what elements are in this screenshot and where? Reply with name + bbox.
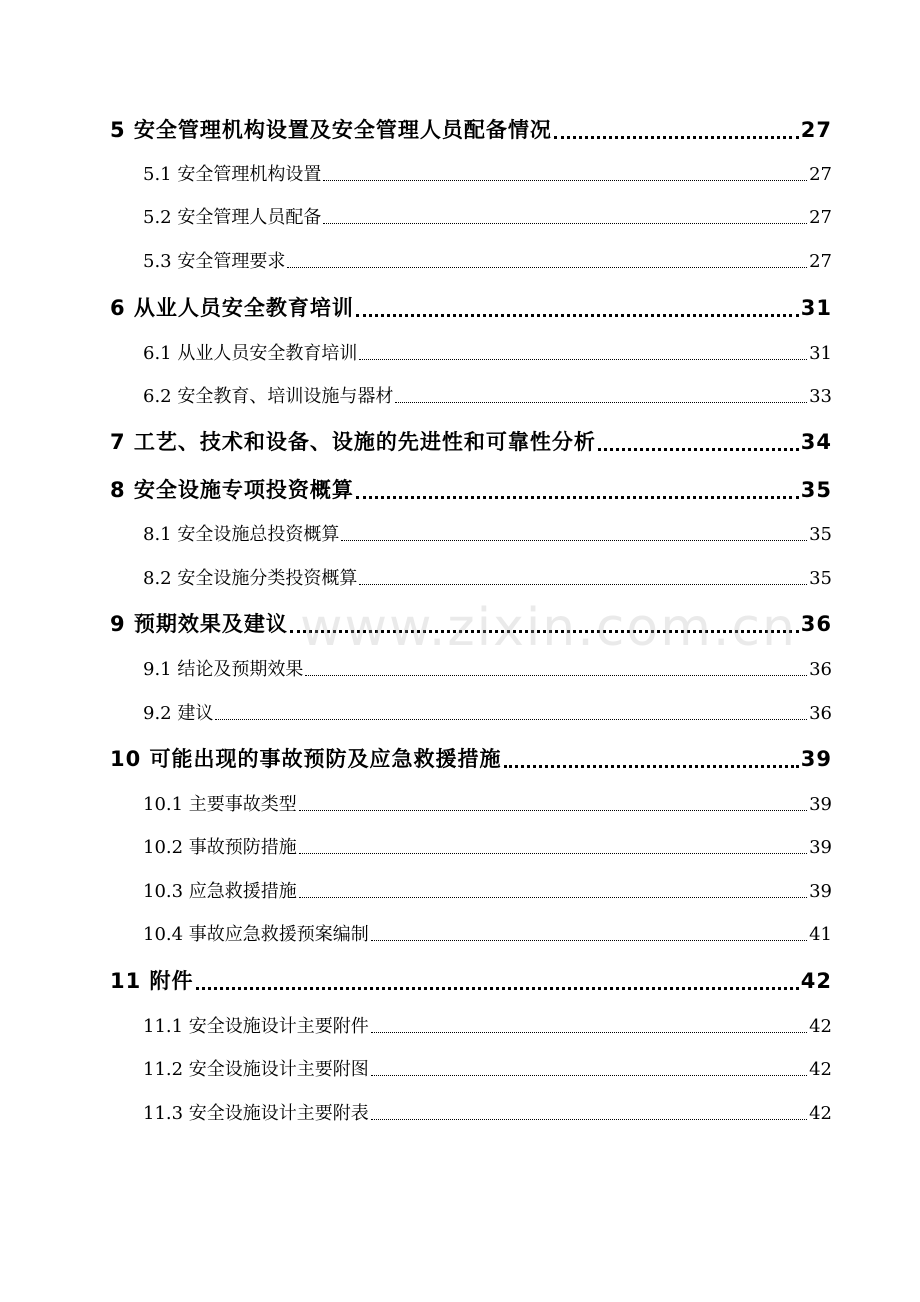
toc-entry-10-4[interactable] — [143, 920, 832, 946]
toc-entry-page: 42 — [800, 969, 832, 993]
toc-entry-page: 35 — [809, 568, 832, 589]
toc-entry-page: 27 — [809, 164, 832, 185]
toc-entry-10-2[interactable] — [143, 833, 832, 859]
toc-entry-title: 5.2 安全管理人员配备 — [143, 207, 322, 228]
dot-leader — [359, 584, 807, 585]
toc-entry-page: 42 — [809, 1103, 832, 1124]
toc-entry-page: 36 — [809, 659, 832, 680]
toc-entry-title: 6 从业人员安全教育培训 — [110, 296, 354, 320]
toc-entry-11-3[interactable] — [143, 1099, 832, 1125]
toc-entry-5[interactable] — [110, 114, 832, 144]
dot-leader — [196, 987, 799, 990]
dot-leader — [287, 267, 807, 268]
dot-leader — [299, 853, 807, 854]
toc-entry-title: 5 安全管理机构设置及安全管理人员配备情况 — [110, 118, 552, 142]
toc-entry-title: 10.2 事故预防措施 — [143, 837, 297, 858]
toc-entry-11-2[interactable] — [143, 1055, 832, 1081]
dot-leader — [290, 630, 799, 633]
toc-entry-title: 8.2 安全设施分类投资概算 — [143, 568, 358, 589]
toc-entry-title: 9.1 结论及预期效果 — [143, 659, 304, 680]
toc-entry-title: 11.3 安全设施设计主要附表 — [143, 1103, 369, 1124]
toc-entry-page: 39 — [800, 747, 832, 771]
toc-entry-10-3[interactable] — [143, 877, 832, 903]
toc-entry-title: 9 预期效果及建议 — [110, 612, 288, 636]
toc-entry-page: 35 — [800, 478, 832, 502]
toc-entry-page: 36 — [800, 612, 832, 636]
dot-leader — [359, 359, 807, 360]
toc-entry-title: 6.1 从业人员安全教育培训 — [143, 343, 358, 364]
toc-entry-6[interactable] — [110, 292, 832, 322]
toc-entry-5-1[interactable] — [143, 160, 832, 186]
toc-entry-title: 11 附件 — [110, 969, 194, 993]
dot-leader — [356, 314, 799, 317]
toc-entry-8[interactable] — [110, 474, 832, 504]
toc-entry-5-3[interactable] — [143, 247, 832, 273]
toc-entry-page: 27 — [809, 251, 832, 272]
toc-entry-page: 27 — [800, 118, 832, 142]
toc-entry-6-1[interactable] — [143, 339, 832, 365]
dot-leader — [554, 136, 799, 139]
toc-entry-title: 11.1 安全设施设计主要附件 — [143, 1016, 369, 1037]
toc-entry-10[interactable] — [110, 743, 832, 773]
toc-entry-page: 36 — [809, 703, 832, 724]
toc-entry-9[interactable] — [110, 608, 832, 638]
toc-entry-title: 10 可能出现的事故预防及应急救援措施 — [110, 747, 502, 771]
toc-entry-title: 10.3 应急救援措施 — [143, 881, 297, 902]
dot-leader — [215, 719, 807, 720]
toc-entry-8-1[interactable] — [143, 520, 832, 546]
toc-entry-page: 33 — [809, 386, 832, 407]
toc-entry-6-2[interactable] — [143, 382, 832, 408]
dot-leader — [598, 448, 799, 451]
dot-leader — [395, 402, 807, 403]
toc-entry-7[interactable] — [110, 426, 832, 456]
toc-entry-title: 8 安全设施专项投资概算 — [110, 478, 354, 502]
dot-leader — [356, 496, 799, 499]
toc-entry-page: 31 — [809, 343, 832, 364]
dot-leader — [323, 223, 807, 224]
toc-entry-title: 9.2 建议 — [143, 703, 214, 724]
dot-leader — [323, 180, 807, 181]
dot-leader — [371, 1032, 807, 1033]
toc-entry-title: 5.1 安全管理机构设置 — [143, 164, 322, 185]
toc-entry-11[interactable] — [110, 965, 832, 995]
dot-leader — [305, 675, 807, 676]
toc-entry-page: 42 — [809, 1059, 832, 1080]
toc-entry-title: 10.4 事故应急救援预案编制 — [143, 924, 369, 945]
dot-leader — [371, 1075, 807, 1076]
toc-entry-8-2[interactable] — [143, 564, 832, 590]
toc-entry-11-1[interactable] — [143, 1012, 832, 1038]
dot-leader — [504, 765, 799, 768]
dot-leader — [371, 1119, 807, 1120]
toc-entry-9-2[interactable] — [143, 699, 832, 725]
dot-leader — [371, 940, 807, 941]
toc-entry-page: 39 — [809, 881, 832, 902]
watermark: www.zixin.com.cn — [300, 598, 797, 658]
toc-entry-page: 41 — [809, 924, 832, 945]
toc-entry-page: 35 — [809, 524, 832, 545]
toc-entry-title: 6.2 安全教育、培训设施与器材 — [143, 386, 394, 407]
dot-leader — [299, 810, 807, 811]
toc-entry-page: 34 — [800, 430, 832, 454]
toc-entry-title: 11.2 安全设施设计主要附图 — [143, 1059, 369, 1080]
toc-entry-title: 10.1 主要事故类型 — [143, 794, 297, 815]
dot-leader — [341, 540, 807, 541]
toc-entry-10-1[interactable] — [143, 790, 832, 816]
toc-entry-title: 8.1 安全设施总投资概算 — [143, 524, 340, 545]
toc-entry-page: 39 — [809, 837, 832, 858]
toc-entry-page: 39 — [809, 794, 832, 815]
toc-entry-page: 31 — [800, 296, 832, 320]
toc-entry-title: 7 工艺、技术和设备、设施的先进性和可靠性分析 — [110, 430, 596, 454]
toc-entry-9-1[interactable] — [143, 655, 832, 681]
toc-entry-page: 27 — [809, 207, 832, 228]
toc-entry-5-2[interactable] — [143, 203, 832, 229]
dot-leader — [299, 897, 807, 898]
toc-entry-title: 5.3 安全管理要求 — [143, 251, 286, 272]
toc-entry-page: 42 — [809, 1016, 832, 1037]
